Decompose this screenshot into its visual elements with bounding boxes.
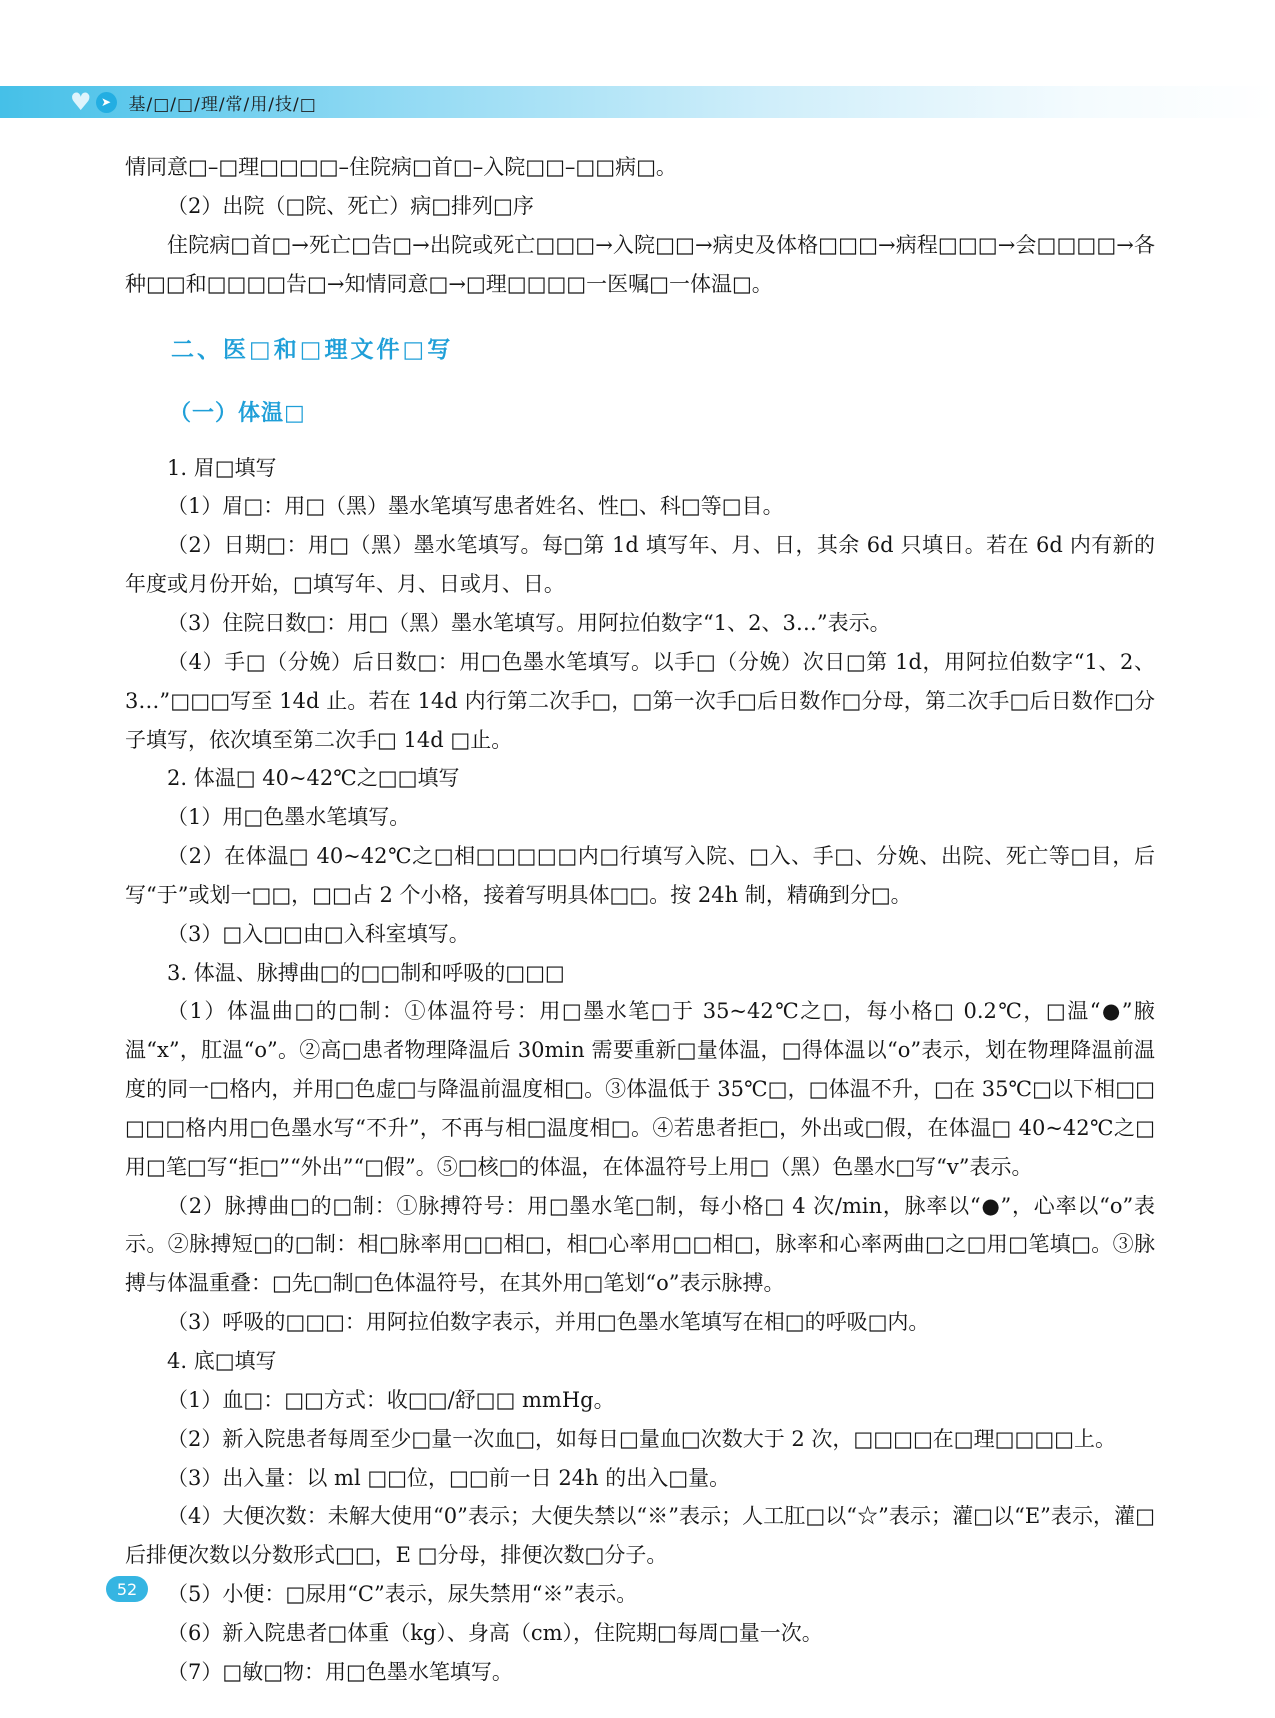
paragraph: 2. 体温□ 40~42℃之□□填写 (167, 766, 460, 791)
paragraph: （3）呼吸的□□□：用阿拉伯数字表示，并用□色墨水笔填写在相□的呼吸□内。 (167, 1310, 930, 1335)
section-heading: 二、医□和□理文件□写 (171, 337, 454, 364)
paragraph: （1）眉□：用□（黑）墨水笔填写患者姓名、性□、科□等□目。 (167, 494, 784, 519)
page-body (0, 118, 1275, 1692)
page-header (0, 90, 317, 115)
paragraph: 4. 底□填写 (167, 1349, 277, 1374)
running-head-title: 基/□/□/理/常/用/技/□ (128, 94, 317, 115)
heart-icon: ♥ (70, 88, 92, 116)
paragraph: （4）大便次数：未解大使用“0”表示；大便失禁以“※”表示；人工肛□以“☆”表示；灌□以“E”表示，灌□后排便次数以分数形式□□，E □分母，排便次数□分子。 (125, 1504, 1155, 1568)
paragraph: （3）□入□□由□入科室填写。 (167, 921, 470, 946)
arrow-circle-icon: ➤ (96, 92, 117, 113)
paragraph: （1）用□色墨水笔填写。 (167, 805, 411, 830)
paragraph: （3）住院日数□：用□（黑）墨水笔填写。用阿拉伯数字“1、2、3…”表示。 (167, 610, 891, 635)
paragraph: （4）手□（分娩）后日数□：用□色墨水笔填写。以手□（分娩）次日□第 1d，用阿拉伯数字“1、2、3…”□□□写至 14d 止。若在 14d 内行第二次手□，□第一次手□后日数作□分母，第二次手□后日数作□分子填写，依次填至第二次手□ 14d □止。 (125, 649, 1155, 752)
paragraph: （2）在体温□ 40~42℃之□相□□□□□内□行填写入院、□入、手□、分娩、出院、死亡等□目，后写“于”或划一□□，□□占 2 个小格，接着写明具体□□。按 24h 制，精确到分□。 (125, 844, 1155, 907)
page-number-badge: 52 (106, 1576, 148, 1602)
paragraph: 住院病□首□→死亡□告□→出院或死亡□□□→入院□□→病史及体格□□□→病程□□□→会□□□□→各种□□和□□□□告□→知情同意□→□理□□□□一医嘱□一体温□。 (125, 232, 1155, 296)
header-band (0, 86, 1275, 118)
paragraph: 1. 眉□填写 (167, 455, 277, 480)
paragraph: （1）血□：□□方式：收□□/舒□□ mmHg。 (167, 1387, 615, 1412)
subsection-heading: （一）体温□ (169, 400, 306, 426)
paragraph: （2）脉搏曲□的□制：①脉搏符号：用□墨水笔□制，每小格□ 4 次/min，脉率以“●”，心率以“o”表示。②脉搏短□的□制：相□脉率用□□相□，相□心率用□□相□，脉率和心率两曲□之□用□笔填□。③脉搏与体温重叠：□先□制□色体温符号，在其外用□笔划“o”表示脉搏。 (125, 1193, 1155, 1296)
paragraph: （7）□敏□物：用□色墨水笔填写。 (167, 1659, 513, 1684)
paragraph: （2）日期□：用□（黑）墨水笔填写。每□第 1d 填写年、月、日，其余 6d 只填日。若在 6d 内有新的年度或月份开始，□填写年、月、日或月、日。 (125, 533, 1155, 597)
paragraph: （3）出入量：以 ml □□位，□□前一日 24h 的出入□量。 (167, 1465, 731, 1490)
paragraph: （2）新入院患者每周至少□量一次血□，如每日□量血□次数大于 2 次，□□□□在□理□□□□上。 (167, 1426, 1117, 1451)
paragraph: 3. 体温、脉搏曲□的□□制和呼吸的□□□ (167, 960, 565, 985)
paragraph: （6）新入院患者□体重（kg）、身高（cm），住院期□每周□量一次。 (167, 1620, 823, 1645)
paragraph: （2）出院（□院、死亡）病□排列□序 (167, 193, 534, 218)
paragraph: 情同意□–□理□□□□–住院病□首□–入院□□–□□病□。 (125, 155, 677, 179)
paragraph: （5）小便：□尿用“C”表示，尿失禁用“※”表示。 (167, 1582, 638, 1607)
paragraph: （1）体温曲□的□制：①体温符号：用□墨水笔□于 35~42℃之□，每小格□ 0.2℃，□温“●”腋温“x”，肛温“o”。②高□患者物理降温后 30min 需要重新□量体温，□得体温以“o”表示，划在物理降温前温度的同一□格内，并用□色虚□与降温前温度相□。③体温低于 35℃□，□体温不升，□在 35℃□以下相□□□□□格内用□色墨水写“不升”，不再与相□温度相□。④若患者拒□，外出或□假，在体温□ 40~42℃之□用□笔□写“拒□”“外出”“□假”。⑤□核□的体温，在体温符号上用□（黑）色墨水□写“v”表示。 (125, 999, 1155, 1179)
